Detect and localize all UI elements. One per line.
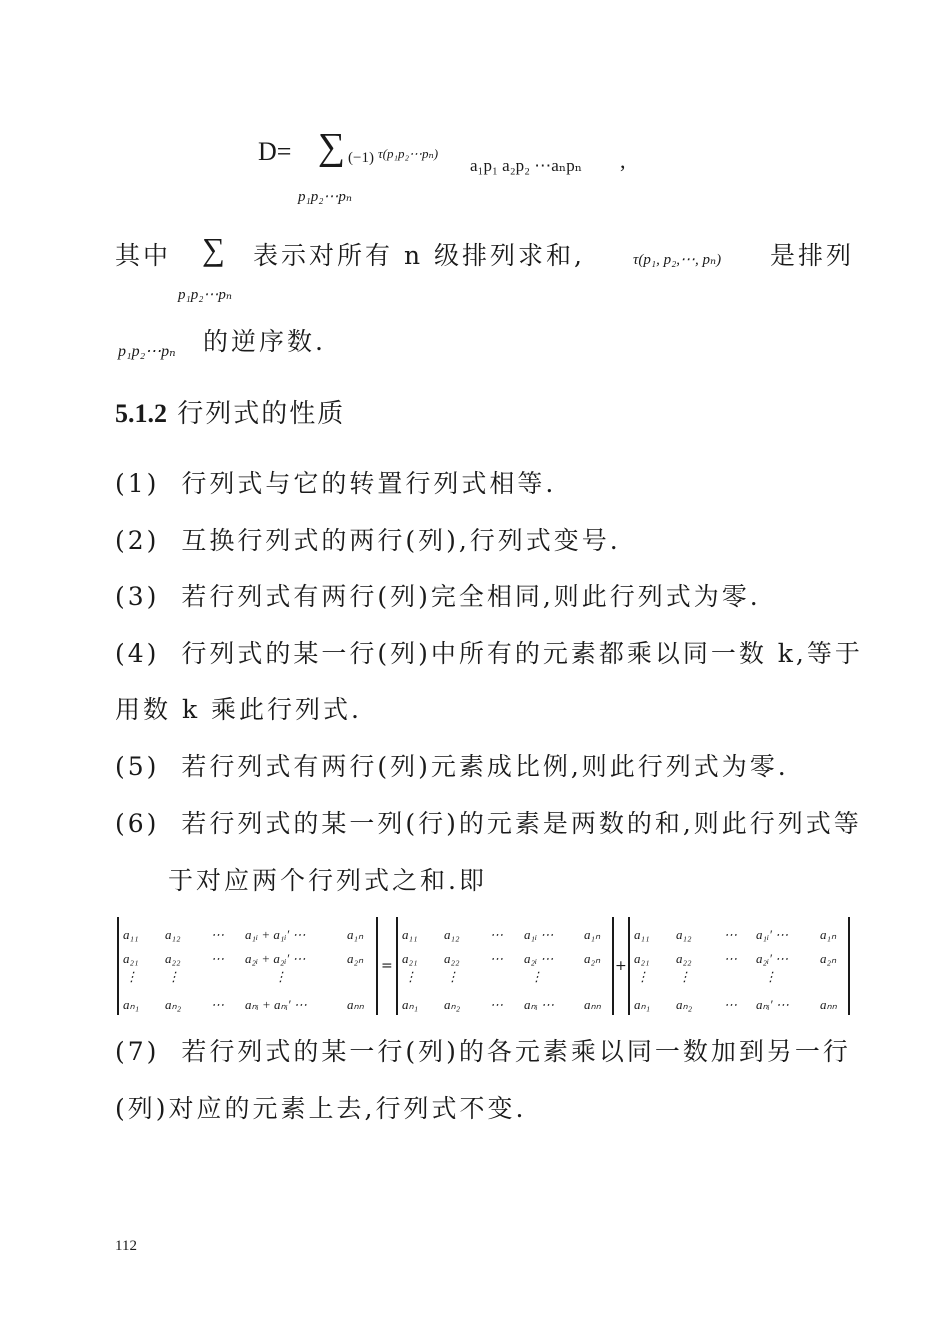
- det-cell: a₁₁: [634, 927, 650, 942]
- det-cell: aₙ₂: [676, 997, 693, 1012]
- property-text: 互换行列式的两行(列),行列式变号.: [181, 526, 621, 555]
- det-cell: ⋯: [490, 927, 503, 942]
- det-cell: a₁ᵢ′ ⋯: [756, 927, 789, 942]
- det-cell: aₙ₁: [634, 997, 651, 1012]
- property-label: (6): [115, 809, 160, 838]
- property-6-cont: [168, 861, 487, 897]
- property-label: (1): [115, 469, 160, 498]
- property-7: [115, 1032, 851, 1068]
- explanation-prefix: 其中: [115, 241, 172, 270]
- det-cell: ⋮: [678, 969, 691, 984]
- property-text: 行列式的某一行(列)中所有的元素都乘以同一数 k,等于: [181, 639, 863, 668]
- section-number: 5.1.2: [115, 399, 167, 428]
- determinant-middle: [396, 917, 614, 1015]
- determinant-left: [117, 917, 378, 1015]
- formula-sum-index: p₁p₂⋯pₙ: [298, 189, 353, 205]
- det-cell: aₙₙ: [584, 997, 601, 1012]
- property-text: 用数 k 乘此行列式.: [115, 695, 362, 724]
- det-cell: a₂₁: [123, 951, 139, 966]
- explanation-suffix: 是排列: [770, 241, 855, 270]
- equals-sign: =: [381, 958, 393, 974]
- det-cell: a₁₂: [444, 927, 460, 942]
- property-7-cont: [115, 1089, 526, 1125]
- det-cell: aₙᵢ′ ⋯: [756, 997, 789, 1012]
- explanation-middle: 表示对所有 n 级排列求和,: [253, 241, 585, 270]
- det-cell: aₙᵢ + aₙᵢ′ ⋯: [245, 997, 307, 1012]
- property-label: (2): [115, 526, 160, 555]
- property-6: [115, 804, 862, 840]
- explanation-permutation: p₁p₂⋯pₙ: [118, 343, 176, 360]
- det-cell: ⋯: [724, 997, 737, 1012]
- property-3: [115, 577, 761, 613]
- det-cell: a₂ᵢ ⋯: [524, 951, 554, 966]
- explanation-sum-symbol: ∑: [202, 231, 225, 267]
- det-cell: ⋮: [764, 969, 777, 984]
- determinant-right: [628, 917, 850, 1015]
- det-cell: a₂ₙ: [347, 951, 364, 966]
- property-2: [115, 521, 621, 557]
- det-cell: a₁ᵢ ⋯: [524, 927, 554, 942]
- det-cell: ⋮: [167, 969, 180, 984]
- det-cell: a₂ₙ: [584, 951, 601, 966]
- det-cell: ⋮: [446, 969, 459, 984]
- det-cell: ⋮: [125, 969, 138, 984]
- page-number: 112: [115, 1238, 137, 1254]
- det-cell: a₂₂: [444, 951, 460, 966]
- property-4-cont: [115, 690, 362, 726]
- det-cell: a₁₂: [165, 927, 181, 942]
- formula-sign: (−1): [348, 150, 374, 166]
- property-text: 若行列式有两行(列)元素成比例,则此行列式为零.: [181, 752, 789, 781]
- det-cell: a₂ᵢ′ ⋯: [756, 951, 789, 966]
- det-cell: ⋮: [530, 969, 543, 984]
- det-cell: a₂₁: [402, 951, 418, 966]
- det-cell: a₁₂: [676, 927, 692, 942]
- det-cell: ⋯: [211, 927, 224, 942]
- property-4: [115, 634, 863, 670]
- formula-lhs: D=: [258, 137, 292, 166]
- det-cell: aₙₙ: [820, 997, 837, 1012]
- det-cell: aₙₙ: [347, 997, 364, 1012]
- explanation-line2-text: 的逆序数.: [203, 327, 326, 356]
- property-label: (5): [115, 752, 160, 781]
- det-cell: aₙ₂: [444, 997, 461, 1012]
- property-text: 于对应两个行列式之和.即: [168, 866, 487, 895]
- det-cell: a₁ᵢ + a₁ᵢ′ ⋯: [245, 927, 306, 942]
- explanation-sum-index: p₁p₂⋯pₙ: [178, 287, 233, 303]
- det-cell: ⋮: [636, 969, 649, 984]
- formula-comma: ,: [620, 148, 626, 173]
- property-text: 若行列式的某一行(列)的各元素乘以同一数加到另一行: [181, 1037, 851, 1066]
- property-text: (列)对应的元素上去,行列式不变.: [115, 1094, 527, 1123]
- det-cell: a₁₁: [402, 927, 418, 942]
- formula-terms: a₁p₁ a₂p₂ ⋯aₙpₙ: [470, 156, 583, 175]
- det-cell: a₁ₙ: [820, 927, 837, 942]
- property-1: [115, 464, 556, 500]
- property-text: 若行列式有两行(列)完全相同,则此行列式为零.: [181, 582, 761, 611]
- property-label: (4): [115, 639, 160, 668]
- det-cell: a₂ᵢ + a₂ᵢ′ ⋯: [245, 951, 306, 966]
- det-cell: a₁₁: [123, 927, 139, 942]
- property-label: (7): [115, 1037, 160, 1066]
- det-cell: ⋮: [274, 969, 287, 984]
- sum-symbol: ∑: [318, 126, 346, 168]
- det-cell: ⋮: [404, 969, 417, 984]
- det-cell: a₂₁: [634, 951, 650, 966]
- property-text: 行列式与它的转置行列式相等.: [181, 469, 557, 498]
- det-cell: a₂₂: [165, 951, 181, 966]
- formula-tau-exponent: τ(p₁p₂⋯pₙ): [378, 146, 439, 161]
- explanation-tau: τ(p₁, p₂,⋯, pₙ): [633, 252, 722, 268]
- det-cell: aₙ₁: [402, 997, 419, 1012]
- det-cell: a₁ₙ: [584, 927, 601, 942]
- det-cell: ⋯: [724, 927, 737, 942]
- det-cell: aₙ₂: [165, 997, 182, 1012]
- property-5: [115, 747, 789, 783]
- det-cell: ⋯: [724, 951, 737, 966]
- det-cell: aₙᵢ ⋯: [524, 997, 554, 1012]
- det-cell: ⋯: [490, 997, 503, 1012]
- det-cell: a₂₂: [676, 951, 692, 966]
- property-label: (3): [115, 582, 160, 611]
- plus-sign: +: [615, 958, 627, 974]
- det-cell: aₙ₁: [123, 997, 140, 1012]
- det-cell: ⋯: [211, 951, 224, 966]
- det-cell: a₁ₙ: [347, 927, 364, 942]
- property-text: 若行列式的某一列(行)的元素是两数的和,则此行列式等: [181, 809, 862, 838]
- section-heading: [115, 393, 345, 430]
- det-cell: ⋯: [211, 997, 224, 1012]
- section-title: 行列式的性质: [177, 399, 346, 429]
- det-cell: ⋯: [490, 951, 503, 966]
- det-cell: a₂ₙ: [820, 951, 837, 966]
